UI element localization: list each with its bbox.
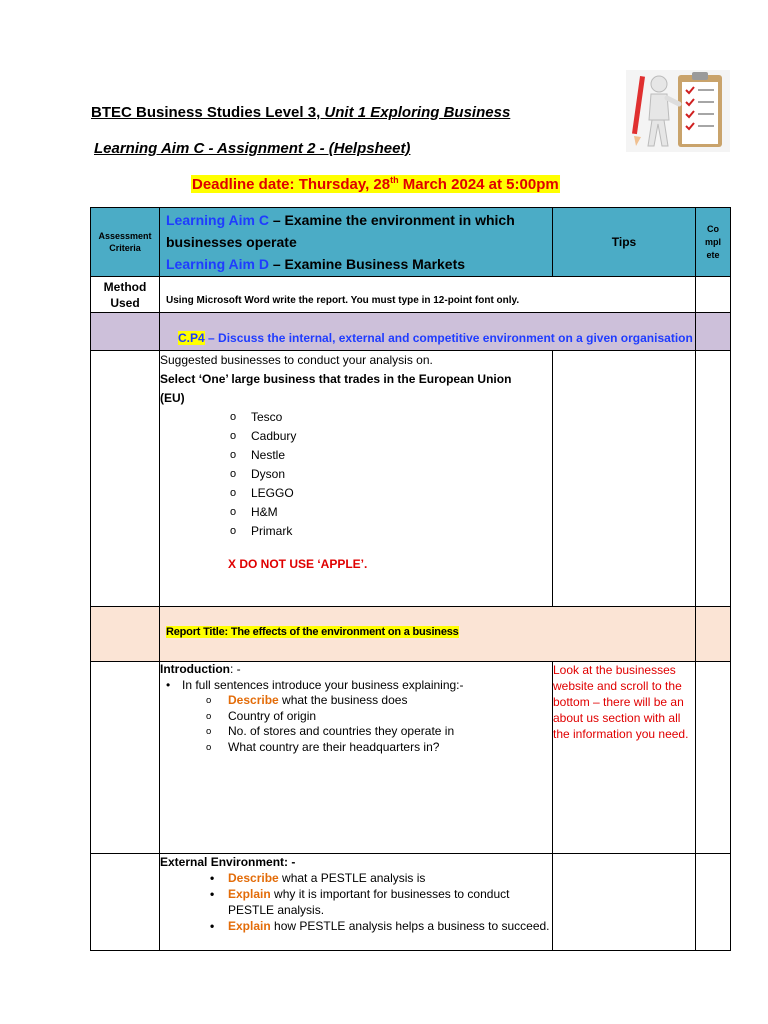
cp4-cell: [160, 313, 696, 351]
complete-label: Co mpl ete: [704, 223, 721, 260]
aim-d-text: – Examine Business Markets: [268, 256, 466, 272]
method-text: Using Microsoft Word write the report. You must type in 12-point font only.: [160, 277, 696, 313]
business-list: [160, 408, 552, 541]
intro-tip: Look at the businesses website and scroll to the bottom – there will be an about us section with all the information you need.: [553, 662, 696, 854]
report-title-cell: [160, 607, 696, 662]
list-item: o No. of stores and countries they operate in: [206, 724, 552, 740]
external-tips-cell: [553, 854, 696, 951]
title-prefix: BTEC Business Studies Level 3,: [91, 104, 325, 121]
list-item: o H&M: [230, 503, 552, 522]
intro-list: [160, 693, 552, 755]
title-unit: Unit 1 Exploring Business: [324, 104, 511, 121]
external-item1-verb: Describe: [228, 871, 279, 885]
external-item1-rest: what a PESTLE analysis is: [278, 871, 426, 885]
external-heading: External Environment: -: [160, 855, 296, 869]
cp4-criteria-cell: [91, 313, 160, 351]
list-item: o Cadbury: [230, 427, 552, 446]
external-list: [160, 870, 552, 934]
list-item: o LEGGO: [230, 484, 552, 503]
external-item3-verb: Explain: [228, 919, 271, 933]
external-criteria-cell: [91, 854, 160, 951]
apple-warning: X DO NOT USE ‘APPLE’.: [228, 557, 368, 571]
assignment-table: [90, 207, 731, 951]
deadline-suffix: March 2024 at 5:00pm: [398, 176, 559, 193]
deadline-prefix: Deadline date: Thursday, 28: [192, 176, 391, 193]
cp4-text: – Discuss the internal, external and competitive environment on a given organisation: [204, 331, 693, 345]
report-title-row: [91, 607, 731, 662]
external-item3-rest: how PESTLE analysis helps a business to succeed.: [270, 919, 550, 933]
learning-aims-header: [160, 208, 553, 277]
method-row: [91, 277, 731, 313]
deadline-banner: [191, 175, 560, 193]
suggest-complete-cell: [696, 351, 731, 607]
external-row: [91, 854, 731, 951]
intro-heading-suffix: : -: [229, 662, 241, 676]
method-label: [91, 277, 160, 313]
report-criteria-cell: [91, 607, 160, 662]
aim-c-text: – Examine the environment in which businesses operate: [166, 212, 515, 250]
list-item: [206, 693, 552, 709]
suggest-intro: Suggested businesses to conduct your analysis on.: [160, 353, 433, 367]
table-header-row: [91, 208, 731, 277]
intro-item1-rest: what the business does: [278, 693, 408, 707]
external-item2-rest: why it is important for businesses to conduct PESTLE analysis.: [228, 887, 510, 917]
document-subtitle: Learning Aim C - Assignment 2 - (Helpsheet): [94, 140, 411, 157]
tips-header: Tips: [553, 208, 696, 277]
aim-d-label: Learning Aim D: [166, 256, 269, 272]
intro-bullet: • In full sentences introduce your business explaining:-: [160, 678, 552, 694]
list-item: o Tesco: [230, 408, 552, 427]
intro-heading: Introduction: [160, 662, 230, 676]
method-label-text: Method Used: [103, 280, 147, 310]
list-item: o Dyson: [230, 465, 552, 484]
list-item: o What country are their headquarters in?: [206, 740, 552, 756]
list-item: [206, 918, 552, 934]
intro-item1-verb: Describe: [228, 693, 279, 707]
suggest-select: Select ‘One’ large business that trades in the European Union (EU): [160, 372, 512, 405]
deadline-sup: th: [390, 175, 399, 185]
complete-header: [696, 208, 731, 277]
checklist-figure-icon: [626, 70, 730, 152]
intro-criteria-cell: [91, 662, 160, 854]
suggest-criteria-cell: [91, 351, 160, 607]
list-item: o Primark: [230, 522, 552, 541]
introduction-row: [91, 662, 731, 854]
suggest-row: [91, 351, 731, 607]
cp4-row: [91, 313, 731, 351]
assessment-criteria-header: Assessment Criteria: [91, 208, 160, 277]
intro-complete-cell: [696, 662, 731, 854]
list-item: [206, 886, 552, 918]
suggest-cell: [160, 351, 553, 607]
cp4-complete-cell: [696, 313, 731, 351]
report-complete-cell: [696, 607, 731, 662]
list-item: o Nestle: [230, 446, 552, 465]
report-title-text: Report Title: The effects of the environment on a business: [166, 626, 459, 638]
introduction-cell: [160, 662, 553, 854]
external-cell: [160, 854, 553, 951]
suggest-tips-cell: [553, 351, 696, 607]
external-item2-verb: Explain: [228, 887, 271, 901]
document-title: [91, 104, 510, 121]
external-complete-cell: [696, 854, 731, 951]
list-item: o Country of origin: [206, 709, 552, 725]
method-complete-cell: [696, 277, 731, 313]
list-item: [206, 870, 552, 886]
cp4-code: C.P4: [178, 331, 205, 345]
aim-c-label: Learning Aim C: [166, 212, 269, 228]
